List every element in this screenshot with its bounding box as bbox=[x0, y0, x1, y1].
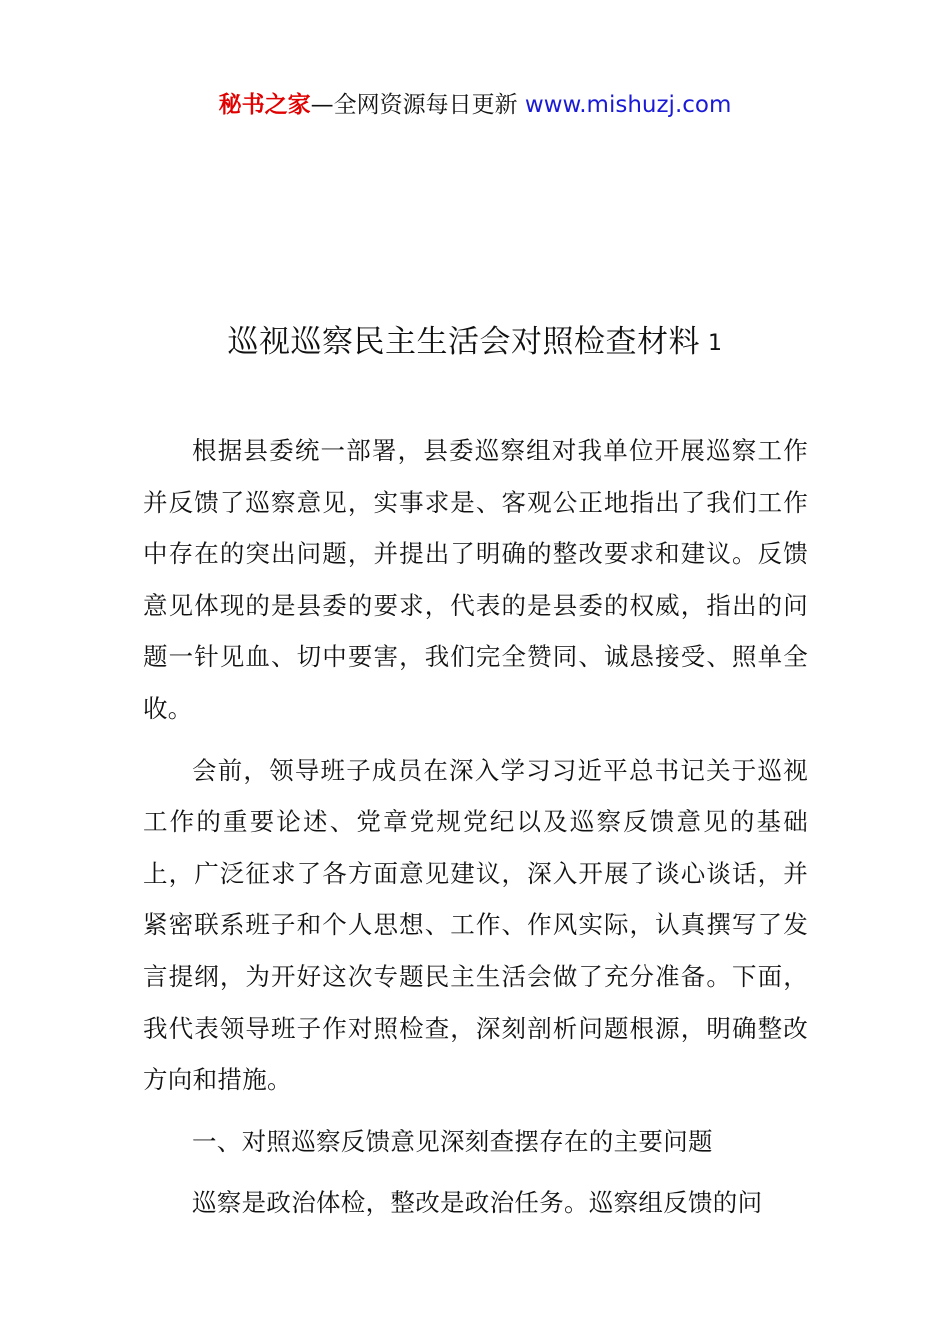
brand-name: 秘书之家 bbox=[218, 92, 311, 118]
paragraph-2: 会前，领导班子成员在深入学习习近平总书记关于巡视工作的重要论述、党章党规党纪以及巡察反馈意见的基础上，广泛征求了各方面意见建议，深入开展了谈心谈话，并紧密联系班子和个人思想、工作、作风实际，认真撰写了发言提纲，为开好这次专题民主生活会做了充分准备。下面，我代表领导班子作对照检查，深刻剖析问题根源，明确整改方向和措施。 bbox=[143, 755, 808, 1095]
document-title-text: 巡视巡察民主生活会对照检查材料 bbox=[227, 324, 700, 360]
document-body bbox=[143, 425, 808, 1239]
site-url-link[interactable]: www.mishuzj.com bbox=[524, 92, 732, 118]
section-heading-1: 一、对照巡察反馈意见深刻查摆存在的主要问题 bbox=[192, 1126, 713, 1156]
document-title bbox=[0, 320, 950, 366]
header-slogan: —全网资源每日更新 bbox=[310, 92, 518, 118]
paragraph-1: 根据县委统一部署，县委巡察组对我单位开展巡察工作并反馈了巡察意见，实事求是、客观公正地指出了我们工作中存在的突出问题，并提出了明确的整改要求和建议。反馈意见体现的是县委的要求，代表的是县委的权威，指出的问题一针见血、切中要害，我们完全赞同、诚恳接受、照单全收。 bbox=[143, 436, 808, 723]
paragraph-3: 巡察是政治体检，整改是政治任务。巡察组反馈的问 bbox=[192, 1188, 763, 1218]
site-header bbox=[0, 88, 950, 122]
document-title-number: 1 bbox=[708, 330, 723, 356]
